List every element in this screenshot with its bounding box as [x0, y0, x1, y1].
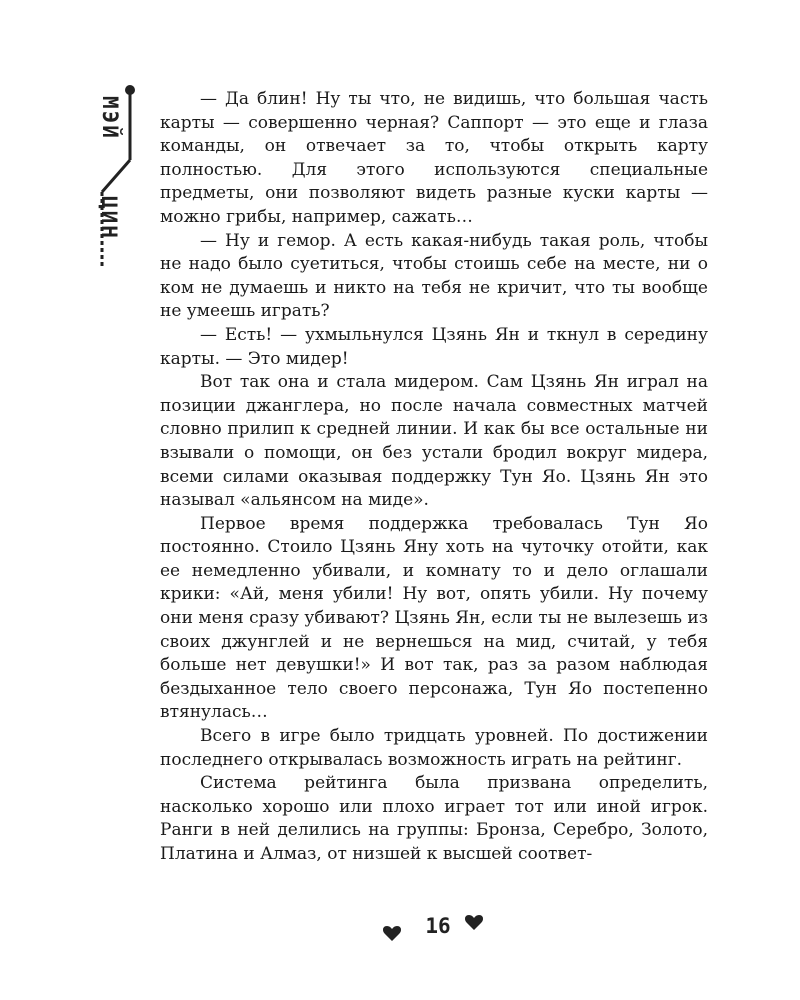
- paragraph: Вот так она и стала мидером. Сам Цзянь Ян играл на позиции джанглера, но после начала совместных матчей словно прилип к средней линии. И как бы все остальные ни взывали о помощи, он без устали бродил вокруг мидера, всеми силами оказывая поддержку Тун Яо. Цзянь Ян это называл «альянсом на миде».: [160, 372, 708, 511]
- paragraph: Первое время поддержка требовалась Тун Яо постоянно. Стоило Цзянь Яну хоть на чуточку отойти, как ее немедленно убивали, и комнату то и дело оглашали крики: «Ай, меня убили! Ну вот, опять убили. Ну почему они меня сразу убивают? Цзянь Ян, если ты не вылезешь из своих джунглей и не вернешься на мид, считай, у тебя больше нет девушки!» И вот так, раз за разом наблюдая бездыханное тело своего персонажа, Тун Яо постепенно втянулась…: [160, 513, 708, 723]
- heart-icon: [383, 926, 401, 942]
- body-text: [160, 88, 708, 867]
- paragraph: — Ну и гемор. А есть какая-нибудь такая роль, чтобы не надо было суетиться, чтобы стоишь себе на месте, ни о ком не думаешь и никто на тебя не кричит, что ты вообще не умеешь играть?: [160, 230, 708, 322]
- author-last-name: ЦИН: [97, 196, 121, 240]
- running-header-author: [60, 0, 150, 280]
- paragraph: Всего в игре было тридцать уровней. По достижении последнего открывалась возможность играть на рейтинг.: [160, 726, 708, 770]
- paragraph: — Да блин! Ну ты что, не видишь, что большая часть карты — совершенно черная? Саппорт — это еще и глаза команды, он отвечает за то, чтобы открыть карту полностью. Для этого используются специальные предметы, они позволяют видеть разные куски карты — можно грибы, например, сажать…: [160, 89, 708, 227]
- heart-icon: [465, 915, 483, 931]
- page-number: 16: [425, 914, 451, 938]
- page-footer: [0, 914, 800, 944]
- paragraph: Система рейтинга была призвана определить, насколько хорошо или плохо играет тот или иной игрок. Ранги в ней делились на группы: Бронза, Серебро, Золото, Платина и Алмаз, от низшей к высшей соответ-: [160, 773, 708, 864]
- paragraph: — Есть! — ухмыльнулся Цзянь Ян и ткнул в середину карты. — Это мидер!: [160, 324, 708, 369]
- author-first-name: МЭЙ: [98, 96, 122, 140]
